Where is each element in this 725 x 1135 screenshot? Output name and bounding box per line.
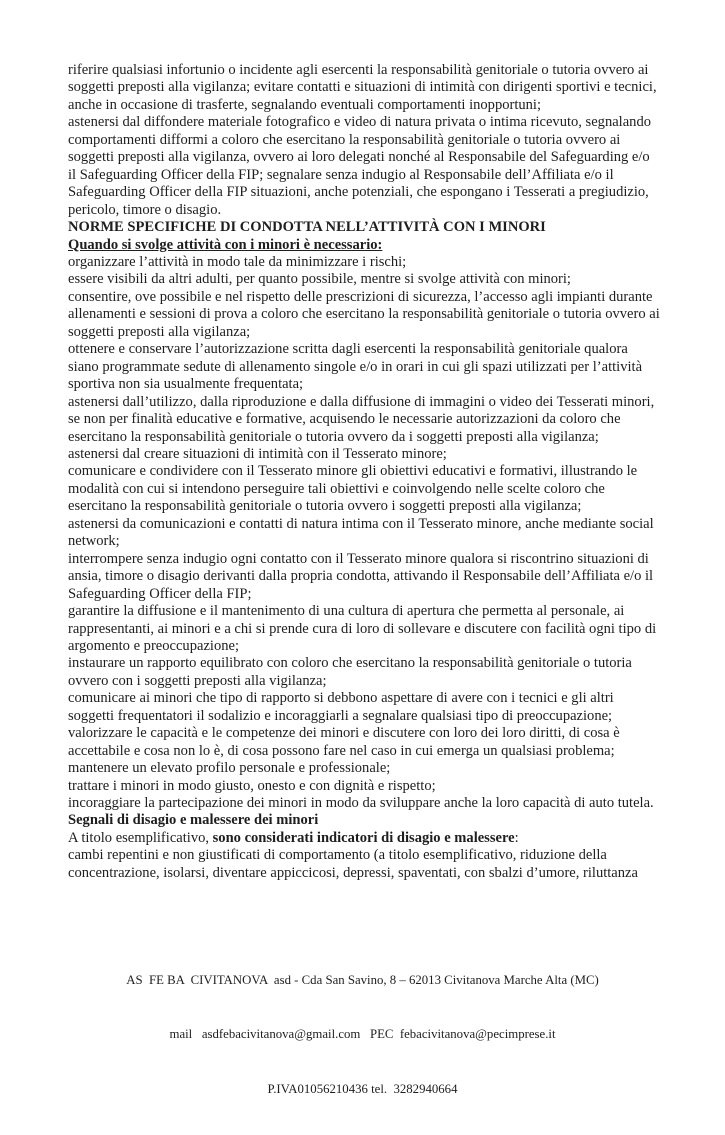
signals-heading: Segnali di disagio e malessere dei minori xyxy=(68,812,319,829)
rule-item: organizzare l’attività in modo tale da minimizzare i rischi; xyxy=(68,253,407,270)
footer-contacts-line: mail asdfebacivitanova@gmail.com PEC febacivitanova@pecimprese.it xyxy=(169,1027,556,1042)
section-subheading: Quando si svolge attività con i minori è necessario: xyxy=(68,236,383,253)
page-footer xyxy=(0,934,725,1135)
intro-paragraph: astenersi dal diffondere materiale fotografico e video di natura privata o intima ricevuto, segnalando comportamenti difformi a coloro che esercitano la responsabilità genitoriale o tutoria ovvero ai soggetti preposti alla vigilanza, ovvero ai loro delegati nonché al Responsabile del Safeguarding e/o il Safeguarding Officer della FIP; segnalare senza indugio al Responsabile dell’Affiliata e/o il Safeguarding Officer della FIP situazioni, anche potenziali, che espongano i Tesserati a pregiudizio, pericolo, timore o disagio. xyxy=(68,114,651,218)
signals-text: cambi repentini e non giustificati di comportamento (a titolo esemplificativo, riduzione della concentrazione, isolarsi, diventare appiccicosi, depressi, spaventati, con sbalzi d’umore, riluttanza xyxy=(68,847,638,881)
document-body xyxy=(68,62,661,882)
rule-item: incoraggiare la partecipazione dei minori in modo da sviluppare anche la loro capacità di auto tutela. xyxy=(68,795,654,812)
signals-intro-prefix: A titolo esemplificativo, xyxy=(68,829,213,846)
rule-item: garantire la diffusione e il mantenimento di una cultura di apertura che permetta al personale, ai rappresentanti, ai minori e a chi si prende cura di loro di sollevare e discutere con facilità ogni tipo di argomento e preoccupazione; xyxy=(68,603,657,654)
rule-item: astenersi dall’utilizzo, dalla riproduzione e dalla diffusione di immagini o video dei Tesserati minori, se non per finalità educative e formative, acquisendo le necessarie autorizzazioni da coloro che esercitano la responsabilità genitoriale o tutoria ovvero da i soggetti preposti alla vigilanza; xyxy=(68,393,655,445)
rule-item: astenersi dal creare situazioni di intimità con il Tesserato minore; xyxy=(68,445,447,462)
footer-address-line: AS FE BA CIVITANOVA asd - Cda San Savino, 8 – 62013 Civitanova Marche Alta (MC) xyxy=(126,972,599,987)
rule-item: astenersi da comunicazioni e contatti di natura intima con il Tesserato minore, anche mediante social network; xyxy=(68,515,654,550)
rule-item: mantenere un elevato profilo personale e professionale; xyxy=(68,760,391,777)
rule-item: trattare i minori in modo giusto, onesto e con dignità e rispetto; xyxy=(68,777,436,794)
rule-item: valorizzare le capacità e le competenze dei minori e discutere con loro dei loro diritti, di cosa è accettabile e cosa non lo è, di cosa possono fare nel caso in cui emerga un qualsiasi problema; xyxy=(68,725,620,759)
intro-paragraph: riferire qualsiasi infortunio o incidente agli esercenti la responsabilità genitoriale o tutoria ovvero ai soggetti preposti alla vigilanza; evitare contatti e situazioni di intimità con dirigenti sportivi e tecnici, anche in occasione di trasferte, segnalando eventuali comportamenti inopportuni; xyxy=(68,62,657,113)
section-heading: NORME SPECIFICHE DI CONDOTTA NELL’ATTIVITÀ CON I MINORI xyxy=(68,219,546,236)
rule-item: consentire, ove possibile e nel rispetto delle prescrizioni di sicurezza, l’accesso agli impianti durante allenamenti e sessioni di prova a coloro che esercitano la responsabilità genitoriale o tutoria ovvero ai soggetti preposti alla vigilanza; xyxy=(68,288,660,340)
rule-item: comunicare e condividere con il Tesserato minore gli obiettivi educativi e formativi, illustrando le modalità con cui si intendono perseguire tali obiettivi e coinvolgendo nelle scelte coloro che esercitano la responsabilità genitoriale o tutoria ovvero i soggetti preposti alla vigilanza; xyxy=(68,463,638,515)
rule-item: comunicare ai minori che tipo di rapporto si debbono aspettare di avere con i tecnici e gli altri soggetti frequentatori il sodalizio e incoraggiarli a segnalare qualsiasi tipo di preoccupazione; xyxy=(68,690,614,724)
footer-vat-phone-line: P.IVA01056210436 tel. 3282940664 xyxy=(267,1082,458,1097)
signals-intro-suffix: : xyxy=(514,829,519,846)
signals-intro xyxy=(68,830,661,847)
rule-item: instaurare un rapporto equilibrato con coloro che esercitano la responsabilità genitoriale o tutoria ovvero con i soggetti preposti alla vigilanza; xyxy=(68,655,632,689)
rule-item: interrompere senza indugio ogni contatto con il Tesserato minore qualora si riscontrino situazioni di ansia, timore o disagio derivanti dalla propria condotta, attivando il Responsabile dell’Affiliata e/o il Safeguarding Officer della FIP; xyxy=(68,550,654,602)
rule-item: essere visibili da altri adulti, per quanto possibile, mentre si svolge attività con minori; xyxy=(68,271,571,288)
signals-intro-bold: sono considerati indicatori di disagio e malessere xyxy=(212,829,515,846)
rule-item: ottenere e conservare l’autorizzazione scritta dagli esercenti la responsabilità genitoriale qualora siano programmate sedute di allenamento singole e/o in orari in cui gli spazi utilizzati per l’attività sportiva non sia usualmente frequentata; xyxy=(68,341,643,393)
